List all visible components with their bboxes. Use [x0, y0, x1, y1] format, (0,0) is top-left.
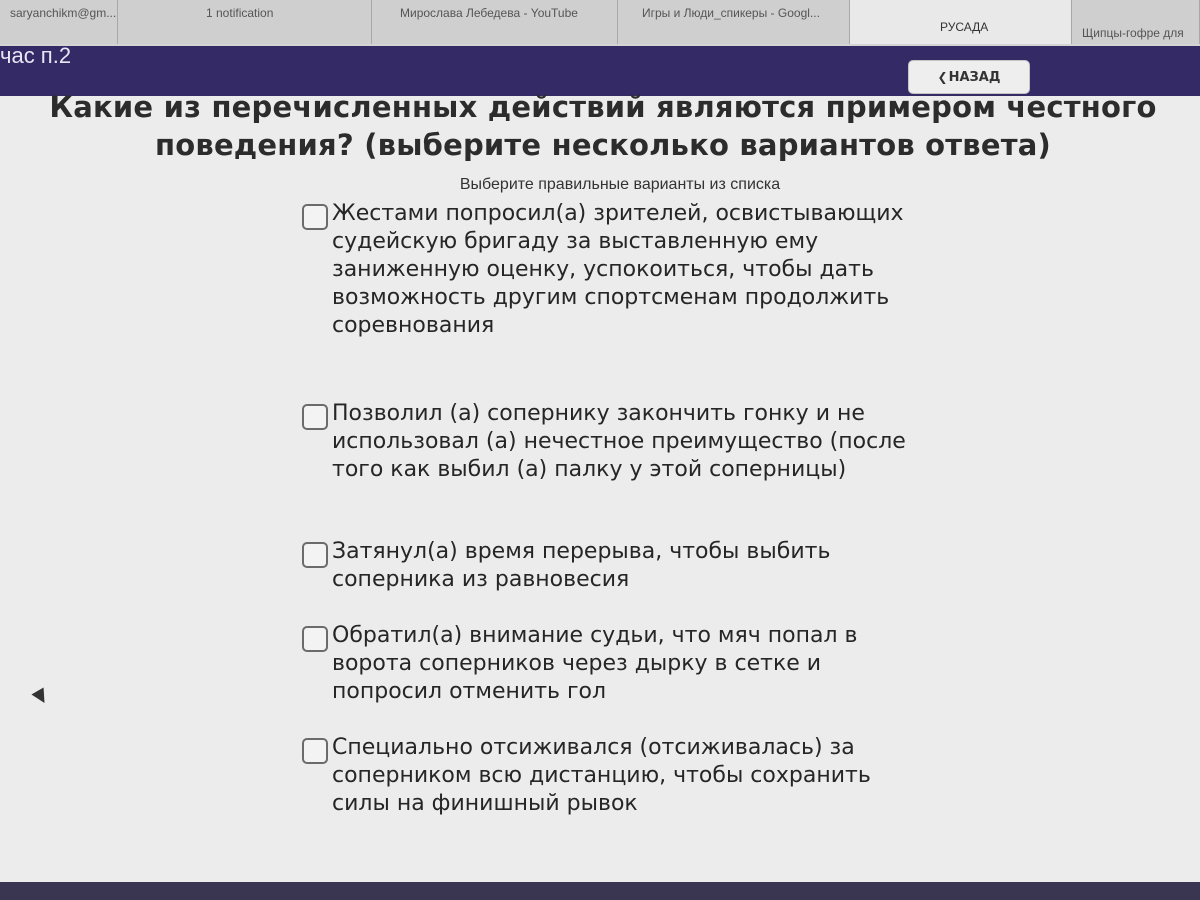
bottom-edge: [0, 882, 1200, 900]
browser-tab-4[interactable]: [618, 0, 850, 44]
back-button-label: НАЗАД: [948, 70, 1001, 85]
browser-tab-2[interactable]: [118, 0, 372, 44]
browser-tab-label: Игры и Люди_спикеры - Googl...: [642, 6, 820, 20]
browser-tab-label: Мирослава Лебедева - YouTube: [400, 6, 578, 20]
answer-checkbox[interactable]: [302, 626, 328, 652]
answer-checkbox[interactable]: [302, 542, 328, 568]
browser-tab-3[interactable]: [372, 0, 618, 44]
answer-checkbox[interactable]: [302, 404, 328, 430]
answer-checkbox[interactable]: [302, 738, 328, 764]
answer-label[interactable]: Жестами попросил(а) зрителей, освистывающих судейскую бригаду за выставленную ему заниженную оценку, успокоиться, чтобы дать возможность другим спортсменам продолжить соревнования: [332, 201, 904, 338]
browser-tab-label: РУСАДА: [940, 20, 989, 34]
browser-tab-5-active[interactable]: [850, 0, 1072, 44]
quiz-hint: Выберите правильные варианты из списка: [459, 176, 781, 193]
browser-tab-label: saryanchikm@gm...: [10, 6, 117, 20]
browser-tab-6[interactable]: [1072, 0, 1200, 44]
answer-label[interactable]: Специально отсиживался (отсиживалась) за соперником всю дистанцию, чтобы сохранить силы на финишный рывок: [332, 735, 871, 816]
browser-tab-1[interactable]: [0, 0, 118, 44]
question-text: Какие из перечисленных действий являются примером честного поведения? (выберите несколько вариантов ответа): [49, 90, 1157, 162]
browser-tab-strip: [0, 0, 1200, 47]
page-title: час п.2: [0, 43, 72, 68]
browser-tab-label: 1 notification: [206, 6, 274, 20]
quiz-panel: [0, 90, 1200, 882]
answer-checkbox[interactable]: [302, 204, 328, 230]
answer-label[interactable]: Позволил (а) сопернику закончить гонку и не использовал (а) нечестное преимущество (после того как выбил (а) палку у этой соперницы): [332, 401, 906, 482]
answer-label[interactable]: Затянул(а) время перерыва, чтобы выбить соперника из равновесия: [332, 539, 831, 592]
chevron-left-icon: ❮: [937, 70, 948, 84]
answer-label[interactable]: Обратил(а) внимание судьи, что мяч попал в ворота соперников через дырку в сетке и попросил отменить гол: [332, 623, 858, 704]
browser-tab-label: Щипцы-гофре для: [1082, 26, 1184, 40]
